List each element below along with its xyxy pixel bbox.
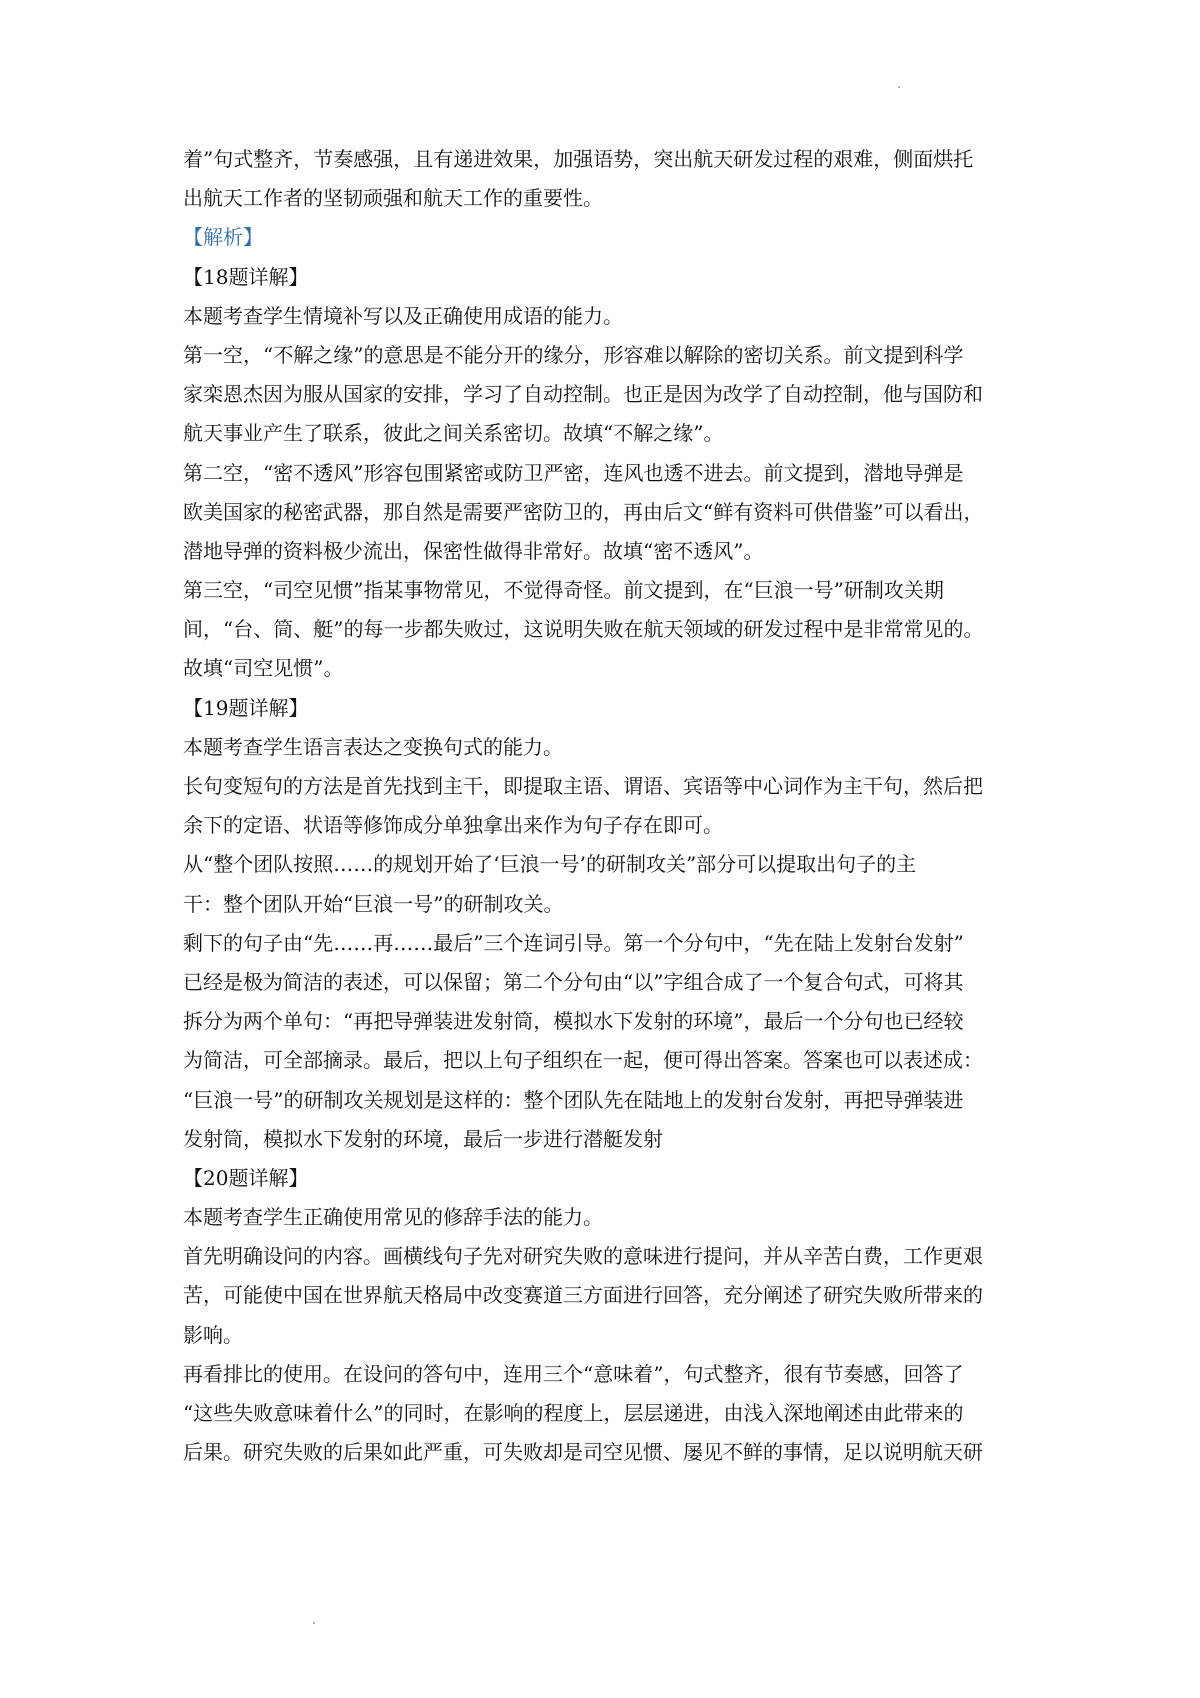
text-line: 首先明确设问的内容。画横线句子先对研究失败的意味进行提问，并从辛苦白费，工作更艰 xyxy=(183,1244,983,1269)
text-line: 第一空，“不解之缘”的意思是不能分开的缘分，形容难以解除的密切关系。前文提到科学 xyxy=(183,342,964,367)
text-line: 已经是极为简洁的表述，可以保留；第二个分句由“以”字组合成了一个复合句式，可将其 xyxy=(183,969,964,994)
text-line: 本题考查学生语言表达之变换句式的能力。 xyxy=(183,734,563,759)
text-line: 故填“司空见惯”。 xyxy=(183,656,344,681)
text-line: 【18题详解】 xyxy=(183,264,309,289)
text-line: 长句变短句的方法是首先找到主干，即提取主语、谓语、宾语等中心词作为主干句，然后把 xyxy=(183,774,983,798)
text-line: 着”句式整齐，节奏感强，且有递进效果，加强语势，突出航天研发过程的艰难，侧面烘托 xyxy=(183,147,974,171)
text-line: 后果。研究失败的后果如此严重，可失败却是司空见惯、屡见不鲜的事情，足以说明航天研 xyxy=(183,1440,983,1465)
text-line: 【20题详解】 xyxy=(183,1165,309,1190)
text-line: 为简洁，可全部摘录。最后，把以上句子组织在一起，便可得出答案。答案也可以表述成： xyxy=(183,1048,983,1073)
text-line: 航天事业产生了联系，彼此之间关系密切。故填“不解之缘”。 xyxy=(183,421,724,446)
text-line: 间，“台、筒、艇”的每一步都失败过，这说明失败在航天领域的研发过程中是非常常见的。 xyxy=(183,617,984,642)
document-body xyxy=(183,140,1033,1472)
text-line: 欧美国家的秘密武器，那自然是需要严密防卫的，再由后文“鲜有资料可供借鉴”可以看出， xyxy=(183,499,984,524)
text-line: 再看排比的使用。在设问的答句中，连用三个“意味着”，句式整齐，很有节奏感，回答了 xyxy=(183,1361,964,1386)
text-line: “这些失败意味着什么”的同时，在影响的程度上，层层递进，由浅入深地阐述由此带来的 xyxy=(183,1401,964,1425)
text-line: 发射筒，模拟水下发射的环境，最后一步进行潜艇发射 xyxy=(183,1126,663,1151)
section-heading-line: 【解析】 xyxy=(183,225,263,250)
text-line: “巨浪一号”的研制攻关规划是这样的：整个团队先在陆地上的发射台发射，再把导弹装进 xyxy=(183,1087,964,1112)
scan-speck-bottom xyxy=(313,1622,315,1624)
text-line: 第二空，“密不透风”形容包围紧密或防卫严密，连风也透不进去。前文提到，潜地导弹是 xyxy=(183,460,964,485)
text-line: 余下的定语、状语等修饰成分单独拿出来作为句子存在即可。 xyxy=(183,813,723,838)
text-line: 干：整个团队开始“巨浪一号”的研制攻关。 xyxy=(183,891,564,916)
scan-speck-top xyxy=(898,86,900,88)
text-line: 从“整个团队按照……的规划开始了‘巨浪一号’的研制攻关”部分可以提取出句子的主 xyxy=(183,852,917,877)
text-line: 拆分为两个单句：“再把导弹装进发射筒，模拟水下发射的环境”，最后一个分句也已经较 xyxy=(183,1009,964,1034)
text-line: 本题考查学生正确使用常见的修辞手法的能力。 xyxy=(183,1205,603,1230)
text-line: 苦，可能使中国在世界航天格局中改变赛道三方面进行回答，充分阐述了研究失败所带来的 xyxy=(183,1283,983,1308)
text-line: 【19题详解】 xyxy=(183,695,309,720)
text-line: 出航天工作者的坚韧顽强和航天工作的重要性。 xyxy=(183,186,603,211)
text-line: 家栾恩杰因为服从国家的安排，学习了自动控制。也正是因为改学了自动控制，他与国防和 xyxy=(183,382,983,407)
text-line: 第三空，“司空见惯”指某事物常见，不觉得奇怪。前文提到，在“巨浪一号”研制攻关期 xyxy=(183,578,944,603)
text-line: 潜地导弹的资料极少流出，保密性做得非常好。故填“密不透风”。 xyxy=(183,538,764,563)
text-line: 影响。 xyxy=(183,1322,243,1347)
text-line: 本题考查学生情境补写以及正确使用成语的能力。 xyxy=(183,303,623,328)
text-line: 剩下的句子由“先……再……最后”三个连词引导。第一个分句中，“先在陆上发射台发射” xyxy=(183,930,964,955)
